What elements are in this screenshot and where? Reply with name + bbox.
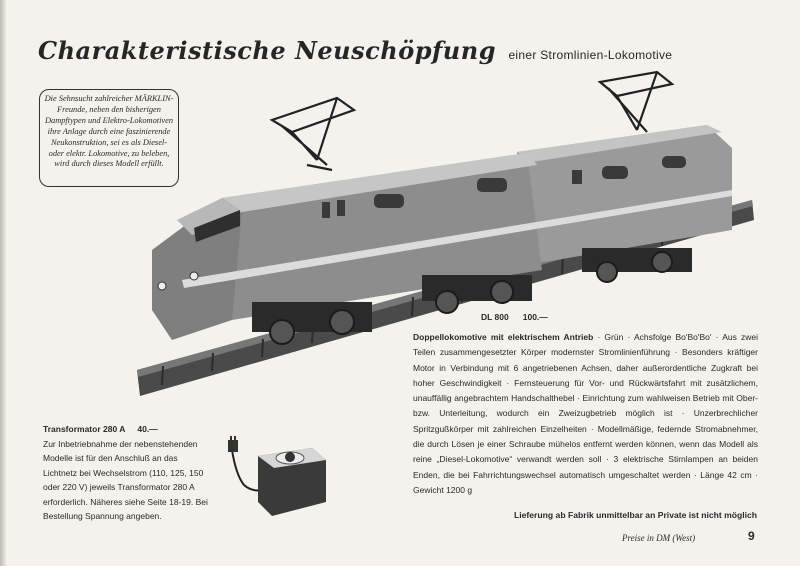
model-line bbox=[481, 312, 562, 322]
page-number: 9 bbox=[748, 529, 755, 543]
transformer-illustration bbox=[222, 430, 330, 522]
page-edge-shadow bbox=[0, 0, 6, 566]
locomotive-description bbox=[413, 330, 758, 498]
intro-quote-box: Die Sehnsucht zahlreicher MÄRKLIN-Freunde, neben den bisherigen Dampftypen und Elektro-Lokomotiven ihre Anlage durch eine faszinierende Neukonstruktion, sei es als Diesel- oder elektr. Lokomotive, zu beleben, wird durch dieses Modell erfüllt. bbox=[39, 89, 179, 187]
price-note: Preise in DM (West) bbox=[622, 533, 696, 543]
model-price: 100.— bbox=[522, 312, 548, 322]
transformer-heading bbox=[43, 424, 170, 434]
heading-subtitle: einer Stromlinien-Lokomotive bbox=[508, 48, 673, 62]
page-heading bbox=[38, 36, 672, 65]
description-lead: Doppellokomotive mit elektrischem Antrieb bbox=[413, 332, 594, 342]
transformer-description: Zur Inbetriebnahme der nebenstehenden Modelle ist für den Anschluß an das Lichtnetz bei Wechselstrom (110, 125, 150 oder 220 V) jeweils Transformator 280 A erforderlich. Näheres siehe Seite 18-19. Bei Bestellung Spannung angeben. bbox=[43, 439, 208, 522]
transformer-price: 40.— bbox=[137, 424, 158, 434]
description-body: · Grün · Achsfolge Bo'Bo'Bo' · Aus zwei Teilen zusammengesetzter Körper modernster Stromlinienführung · Besonders kräftiger Motor in Verbindung mit 6 angetriebenen Achsen, daher außerordentliche Zugkraft bei hoher Geschwindigkeit · Fernsteuerung für Vor- und Rückwärtsfahrt mit zusätzlichem, unauffällig angebrachtem Handschalthebel · Einrichtung zum wahlweisen Betrieb mit Ober- bzw. Unterleitung, wodurch ein Zweizugbetrieb möglich ist · Unzerbrechlicher Spritzgußkörper mit zahlreichen Einzelheiten · Modellmäßige, federnde Stromabnehmer, die durch Lösen je einer Schraube mühelos entfernt werden können, wenn das Modell als reine „Diesel-Lokomotive“ verwandt werden soll · 3 elektrische Stirnlampen an beiden Enden, die bei Fahrrichtungswechsel automatisch umgeschaltet werden · Länge 42 cm · Gewicht 1200 g bbox=[413, 332, 758, 495]
model-number: DL 800 bbox=[481, 312, 509, 322]
transformer-name: Transformator 280 A bbox=[43, 424, 126, 434]
delivery-note: Lieferung ab Fabrik unmittelbar an Private ist nicht möglich bbox=[514, 510, 758, 520]
heading-title: Charakteristische Neuschöpfung bbox=[38, 36, 496, 65]
